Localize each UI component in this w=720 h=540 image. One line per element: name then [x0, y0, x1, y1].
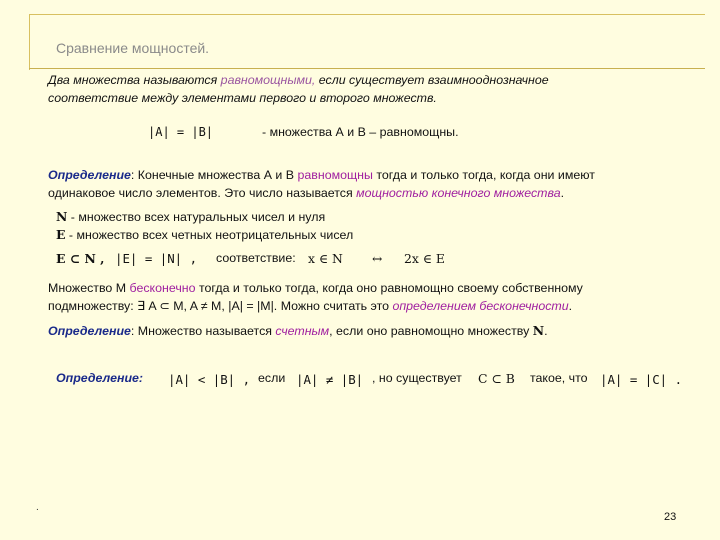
- definition-3-subset: C ⊂ B: [478, 371, 515, 386]
- cardinality-equality: |E| = |N| ,: [115, 251, 198, 266]
- equality-formula: |A| = |B|: [148, 125, 214, 139]
- definition-1-line-1: [48, 167, 595, 184]
- intro-text-2: если существует взаимнооднозначное: [315, 73, 549, 87]
- intro-line-1: [48, 72, 549, 89]
- infinite-text-2: тогда и только тогда, когда оно равномощно своему собственному: [195, 281, 583, 295]
- intro-line-2: соответствие между элементами первого и второго множеств.: [48, 91, 437, 105]
- definition-1-text: : Конечные множества А и В: [130, 168, 298, 182]
- definition-3-label: Определение:: [56, 371, 144, 385]
- infinite-term: определением бесконечности: [392, 299, 569, 313]
- left-rule: [29, 14, 30, 70]
- definition-1-line-2: [48, 185, 564, 202]
- infinite-text: Множество М: [48, 281, 130, 295]
- definition-1-text-3: одинаковое число элементов. Это число называется: [48, 186, 357, 200]
- equality-text: - множества А и В – равномощны.: [262, 125, 459, 139]
- infinite-highlight: бесконечно: [129, 281, 196, 295]
- page-number: 23: [664, 511, 677, 523]
- title-underline: [29, 68, 705, 69]
- correspondence-left: x ∈ N: [308, 251, 343, 266]
- correspondence-label: соответствие:: [216, 251, 296, 265]
- definition-1-highlight: равномощны: [297, 168, 373, 182]
- definition-3-not-equal: |A| ≠ |B|: [296, 372, 364, 387]
- infinite-end: .: [568, 299, 573, 313]
- intro-highlight: равномощными,: [220, 73, 316, 87]
- subset-relation: E ⊂ N ,: [56, 251, 105, 266]
- definition-2-symbol: N: [532, 323, 545, 338]
- definition-3-such-that: такое, что: [530, 371, 588, 385]
- definition-3-but-exists: , но существует: [372, 371, 462, 385]
- definition-1-label: Определение: [48, 168, 131, 182]
- definition-3-if: если: [258, 371, 286, 385]
- set-n-line: [56, 208, 325, 226]
- infinite-text-3: подмножеству: ∃ A ⊂ M, A ≠ M, |A| = |M|. Можно считать это: [48, 299, 393, 313]
- infinite-line-2: [48, 298, 572, 315]
- definition-2-text: : Множество называется: [130, 324, 276, 338]
- set-n-symbol: N: [56, 209, 68, 224]
- set-n-text: - множество всех натуральных чисел и нуля: [67, 210, 326, 224]
- definition-2-line: [48, 322, 548, 340]
- slide-title: Сравнение мощностей.: [56, 40, 210, 56]
- definition-1-end: .: [560, 186, 565, 200]
- definition-3-inequality: |A| < |B| ,: [168, 372, 251, 387]
- top-rule: [29, 14, 705, 15]
- definition-2-highlight: счетным: [275, 324, 330, 338]
- definition-1-term: мощностью конечного множества: [356, 186, 561, 200]
- definition-1-text-2: тогда и только тогда, когда они имеют: [372, 168, 595, 182]
- correspondence-arrow: ↔: [372, 251, 383, 266]
- definition-2-end: .: [544, 324, 548, 338]
- set-e-symbol: E: [56, 227, 66, 242]
- set-e-line: [56, 226, 353, 244]
- definition-2-label: Определение: [48, 324, 131, 338]
- infinite-line-1: [48, 280, 583, 297]
- definition-3-equality: |A| = |C| .: [600, 372, 683, 387]
- intro-text: Два множества называются: [48, 73, 221, 87]
- definition-2-text-2: , если оно равномощно множеству: [329, 324, 533, 338]
- footer-dot: .: [36, 502, 39, 513]
- set-e-text: - множество всех четных неотрицательных чисел: [65, 228, 354, 242]
- correspondence-right: 2x ∈ E: [404, 251, 445, 266]
